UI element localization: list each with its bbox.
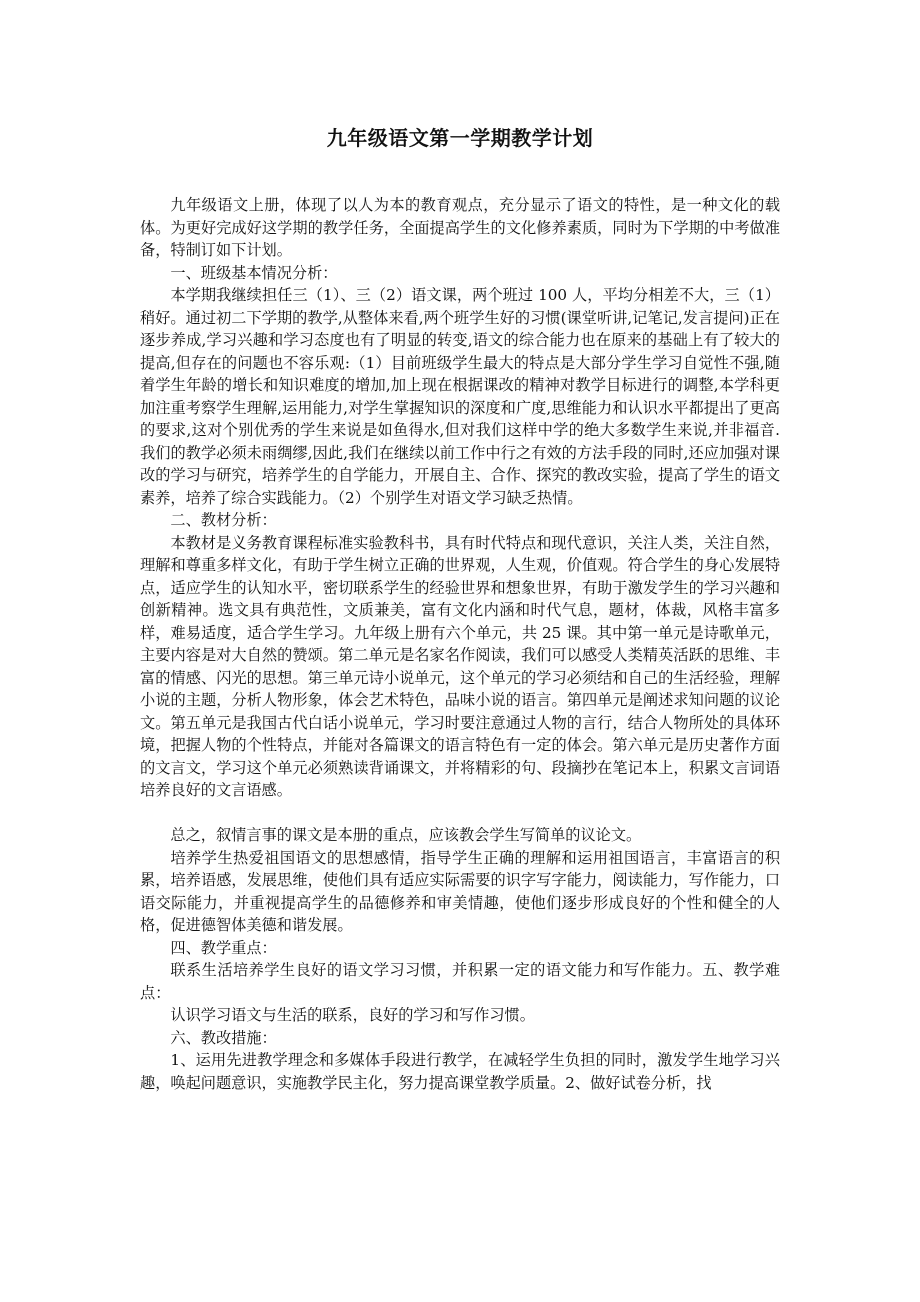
document-title: 九年级语文第一学期教学计划 <box>326 126 594 150</box>
paragraph-gap <box>140 802 780 825</box>
class-analysis-paragraph: 本学期我继续担任三（1）、三（2）语文课，两个班过 100 人，平均分相差不大，三（1）稍好。通过初二下学期的教学,从整体来看,两个班学生好的习惯(课堂听讲,记笔记,发言提问)正在逐步养成,学习兴趣和学习态度也有了明显的转变,语文的综合能力也在原来的基础上有了较大的提高,但存在的问题也不容乐观:（1）目前班级学生最大的特点是大部分学生学习自觉性不强,随着学生年龄的增长和知识难度的增加,加上现在根据课改的精神对教学目标进行的调整,本学科更加注重考察学生理解,运用能力,对学生掌握知识的深度和广度,思维能力和认识水平都提出了更高的要求,这对个别优秀的学生来说是如鱼得水,但对我们这样中学的绝大多数学生来说,并非福音.我们的教学必须未雨绸缪,因此,我们在继续以前工作中行之有效的方法手段的同时,还应加强对课改的学习与研究，培养学生的自学能力，开展自主、合作、探究的教改实验，提高了学生的语文素养，培养了综合实践能力。（2）个别学生对语文学习缺乏热情。 <box>140 286 780 507</box>
difficulties-paragraph: 认识学习语文与生活的联系，良好的学习和写作习惯。 <box>170 1006 535 1024</box>
reform-measures-paragraph: 1、运用先进教学理念和多媒体手段进行教学，在减轻学生负担的同时，激发学生地学习兴趣，唤起问题意识，实施教学民主化，努力提高课堂教学质量。2、做好试卷分析，找 <box>140 1051 780 1092</box>
section-heading-reform-measures: 六、教改措施： <box>170 1028 277 1047</box>
section-heading-textbook-analysis: 二、教材分析： <box>170 511 277 529</box>
section-heading-key-points: 四、教学重点： <box>170 938 277 957</box>
intro-paragraph: 九年级语文上册，体现了以人为本的教育观点，充分显示了语文的特性，是一种文化的载体。为更好完成好这学期的教学任务，全面提高学生的文化修养素质，同时为下学期的中考做准备，特制订如下计划。 <box>140 196 780 259</box>
goals-paragraph: 培养学生热爱祖国语文的思想感情，指导学生正确的理解和运用祖国语言，丰富语言的积累，培养语感，发展思维，使他们具有适应实际需要的识字写字能力，阅读能力，写作能力，口语交际能力，并重视提高学生的品德修养和审美情趣，使他们逐步形成良好的个性和健全的人格，促进德智体美德和谐发展。 <box>140 848 780 934</box>
document-page <box>140 126 780 1094</box>
summary-paragraph: 总之，叙情言事的课文是本册的重点，应该教会学生写简单的议论文。 <box>170 826 642 844</box>
section-heading-class-analysis: 一、班级基本情况分析： <box>170 263 338 282</box>
textbook-analysis-paragraph: 本教材是义务教育课程标准实验教科书，具有时代特点和现代意识，关注人类，关注自然，理解和尊重多样文化，有助于学生树立正确的世界观，人生观，价值观。符合学生的身心发展特点，适应学生的认知水平，密切联系学生的经验世界和想象世界，有助于激发学生的学习兴趣和创新精神。选文具有典范性，文质兼美，富有文化内涵和时代气息，题材，体裁，风格丰富多样，难易适度，适合学生学习。九年级上册有六个单元，共 25 课。其中第一单元是诗歌单元，主要内容是对大自然的赞颂。第二单元是名家名作阅读，我们可以感受人类精英活跃的思维、丰富的情感、闪光的思想。第三单元诗小说单元，这个单元的学习必须结和自己的生活经验，理解小说的主题，分析人物形象，体会艺术特色，品味小说的语言。第四单元是阐述求知问题的议论文。第五单元是我国古代白话小说单元，学习时要注意通过人物的言行，结合人物所处的具体环境，把握人物的个性特点，并能对各篇课文的语言特色有一定的体会。第六单元是历史著作方面的文言文，学习这个单元必须熟读背诵课文，并将精彩的句、段摘抄在笔记本上，积累文言词语培养良好的文言语感。 <box>140 533 780 799</box>
key-points-paragraph: 联系生活培养学生良好的语文学习习惯，并积累一定的语文能力和写作能力。五、教学难点： <box>140 961 780 1002</box>
